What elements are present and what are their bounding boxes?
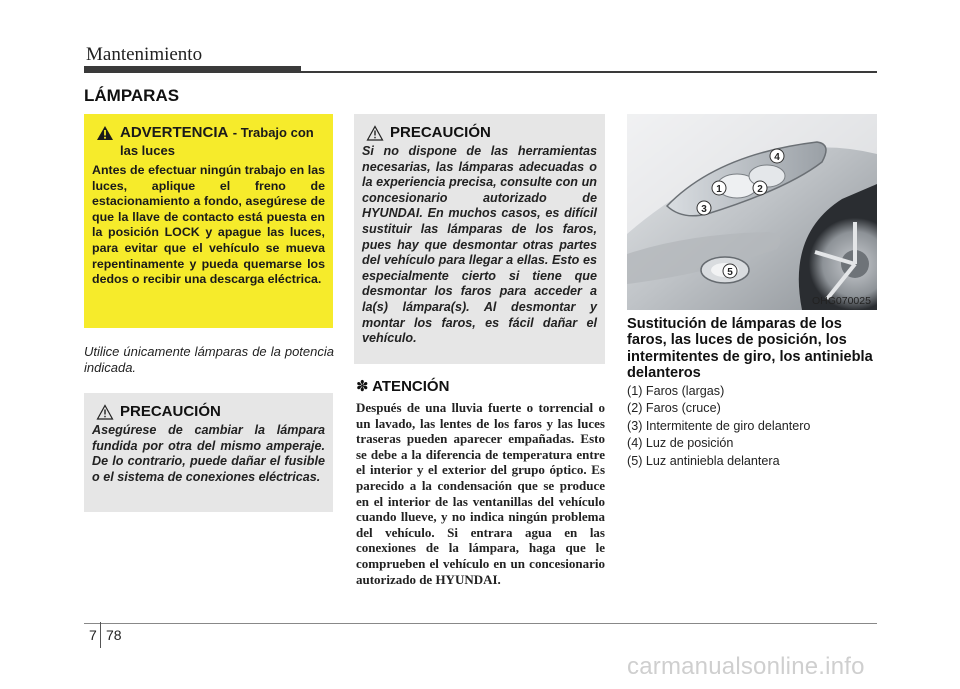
caution-header [362, 124, 597, 141]
callout-2-label: 2 [757, 184, 763, 195]
figure-code: OHG070025 [812, 295, 871, 307]
callout-1 [712, 181, 726, 195]
warning-triangle-icon [96, 125, 114, 141]
callout-3-label: 3 [701, 204, 707, 215]
callout-3 [697, 201, 711, 215]
attention-body: Después de una lluvia fuerte o torrencial o un lavado, las lentes de los faros y las luces traseras pueden aparecer empañadas. Esto se debe a la diferencia de temperatura entre el interior y el exterior del grupo óptico. Es parecido a la condensación que se produce en el interior de las ventanillas del vehículo cuando llueve, y no indica ningún problema del vehículo. Si entrara agua en las conexiones de la lámpara, haga que le comprueben el vehículo en un concesionario autorizado de HYUNDAI. [356, 400, 605, 587]
warning-box [84, 114, 333, 328]
callout-2 [753, 181, 767, 195]
caution-body: Si no dispone de las herramientas necesarias, las lámparas adecuadas o la experiencia precisa, consulte con un concesionario autorizado de HYUNDAI. En muchos casos, es difícil sustituir las lámparas de los faros, pues hay que desmontar otras partes del vehículo para llegar a ellas. Esto es especialmente cierto si tiene que desmontar los faros para acceder a la(s) lámpara(s). Al desmontar y montar los faros, es fácil dañar el vehículo. [362, 144, 597, 346]
caution-title: PRECAUCIÓN [390, 124, 491, 141]
caution-header [92, 403, 325, 420]
headlamp-photo [627, 114, 877, 310]
caution-box-tools [354, 114, 605, 364]
warning-subtitle: - Trabajo con las luces [120, 125, 314, 158]
attention-title: ✽ ATENCIÓN [356, 378, 450, 395]
caution-triangle-icon [366, 125, 384, 141]
page-divider [100, 622, 101, 648]
list-item: (5) Luz antiniebla delantera [627, 453, 780, 468]
list-item: (4) Luz de posición [627, 436, 734, 451]
list-item: (2) Faros (cruce) [627, 401, 721, 416]
warning-header [92, 124, 325, 160]
caution-triangle-icon [96, 404, 114, 420]
warning-body: Antes de efectuar ningún trabajo en las luces, aplique el freno de estacionamiento a fondo, asegúrese de que la llave de contacto está puesta en la posición LOCK y apague las luces, para evitar que el vehículo se mueva repentinamente y pueda quemarse los dedos o recibir una descarga eléctrica. [92, 163, 325, 287]
section-title: LÁMPARAS [84, 86, 180, 105]
callout-4 [770, 149, 784, 163]
list-item: (1) Faros (largas) [627, 384, 725, 398]
caution-title: PRECAUCIÓN [120, 403, 221, 420]
callout-4-label: 4 [774, 152, 780, 163]
caution-box-amperage [84, 393, 333, 512]
header-bar [84, 66, 301, 73]
callout-5 [723, 264, 737, 278]
lamp-list [627, 383, 810, 470]
page-number: 78 [106, 627, 122, 643]
warning-title: ADVERTENCIA [120, 124, 229, 141]
power-note: Utilice únicamente lámparas de la potencia indicada. [84, 344, 334, 375]
replacement-heading: Sustitución de lámparas de los faros, las luces de posición, los intermitentes de giro, los antiniebla delanteros [627, 316, 873, 382]
footer-rule [84, 623, 877, 624]
callout-5-label: 5 [727, 267, 733, 278]
header-rule [301, 71, 877, 73]
callout-1-label: 1 [716, 184, 722, 195]
list-item: (3) Intermitente de giro delantero [627, 418, 811, 433]
caution-body: Asegúrese de cambiar la lámpara fundida por otra del mismo amperaje. De lo contrario, puede dañar el fusible o el sistema de conexiones eléctricas. [92, 423, 325, 484]
watermark: carmanualsonline.info [627, 653, 865, 680]
header-title: Mantenimiento [86, 44, 203, 65]
page-chapter: 7 [89, 627, 97, 643]
